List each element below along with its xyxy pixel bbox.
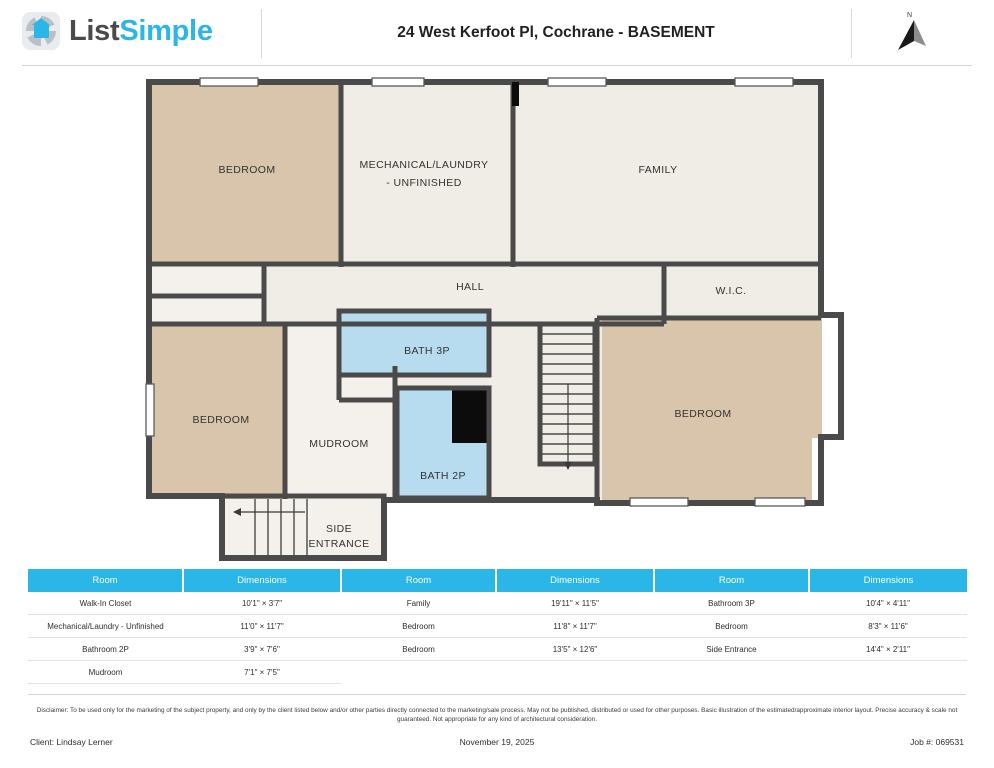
table-cell: 7'1" × 7'5" <box>183 661 341 684</box>
table-cell <box>809 661 967 684</box>
table-header-dimensions-1: Dimensions <box>183 569 341 592</box>
table-cell: 8'3" × 11'6" <box>809 615 967 638</box>
room-label-mechanical-line1: MECHANICAL/LAUNDRY <box>359 159 489 171</box>
table-cell: Walk-In Closet <box>28 592 183 615</box>
room-label-wic: W.I.C. <box>715 285 747 297</box>
footer-row <box>30 737 964 747</box>
room-label-bath3p: BATH 3P <box>404 345 450 357</box>
table-cell: 11'0" × 11'7" <box>183 615 341 638</box>
table-cell: Mudroom <box>28 661 183 684</box>
table-cell <box>341 661 496 684</box>
table-cell: Bedroom <box>341 615 496 638</box>
job-number: Job #: 069531 <box>910 737 964 747</box>
table-cell: 13'5" × 12'6" <box>496 638 654 661</box>
room-label-bath2p: BATH 2P <box>420 470 466 482</box>
table-cell: Family <box>341 592 496 615</box>
plan-date: November 19, 2025 <box>459 737 535 747</box>
table-cell: 10'4" × 4'11" <box>809 592 967 615</box>
disclaimer-text: Disclaimer: To be used only for the marketing of the subject property, and only by the client listed below and/or other parties directly connected to the marketing/sale process. May not be published, distributed or used for other purposes. Basic illustration of the estimated/approximate interior layout. Precise accuracy & scale not guaranteed. Not appropriate for any kind of architectural consideration. <box>36 707 958 724</box>
room-label-side-entrance-line2: ENTRANCE <box>308 538 370 550</box>
table-header-row <box>28 569 967 592</box>
brand-logo <box>22 12 213 50</box>
header-divider-right <box>851 9 852 58</box>
table-row <box>28 615 967 638</box>
table-cell: Bedroom <box>654 615 809 638</box>
table-cell: Bedroom <box>341 638 496 661</box>
table-header-dimensions-3: Dimensions <box>809 569 967 592</box>
listsimple-logo-icon <box>22 12 60 50</box>
page-header <box>0 0 994 66</box>
table-header-room-2: Room <box>341 569 496 592</box>
table-row <box>28 638 967 661</box>
table-cell: Mechanical/Laundry - Unfinished <box>28 615 183 638</box>
table-cell <box>654 661 809 684</box>
table-cell: Bathroom 3P <box>654 592 809 615</box>
room-dimensions-table <box>28 569 966 684</box>
room-label-bedroom-2: BEDROOM <box>192 414 250 426</box>
client-name: Client: Lindsay Lerner <box>30 737 113 747</box>
table-cell: 19'11" × 11'5" <box>496 592 654 615</box>
room-label-hall: HALL <box>456 281 484 293</box>
table-cell: 11'8" × 11'7" <box>496 615 654 638</box>
footer-rule <box>28 694 966 695</box>
page-title: 24 West Kerfoot Pl, Cochrane - BASEMENT <box>397 24 715 41</box>
table-row <box>28 661 967 684</box>
table-cell: 14'4" × 2'11" <box>809 638 967 661</box>
table-row <box>28 592 967 615</box>
room-label-bedroom-3: BEDROOM <box>674 408 732 420</box>
room-label-mudroom: MUDROOM <box>309 438 369 450</box>
table-cell <box>496 661 654 684</box>
room-label-family: FAMILY <box>638 164 678 176</box>
table-header-room-3: Room <box>654 569 809 592</box>
table-cell: Bathroom 2P <box>28 638 183 661</box>
table-cell: 3'9" × 7'6" <box>183 638 341 661</box>
brand-text-list: List <box>69 14 120 47</box>
table-cell: 10'1" × 3'7" <box>183 592 341 615</box>
brand-wordmark <box>69 14 213 47</box>
compass-north-label: N <box>907 12 913 19</box>
table-cell: Side Entrance <box>654 638 809 661</box>
table-header-dimensions-2: Dimensions <box>496 569 654 592</box>
room-label-mechanical-line2: - UNFINISHED <box>386 177 462 189</box>
room-label-side-entrance-line1: SIDE <box>325 523 353 535</box>
brand-text-simple: Simple <box>119 14 213 47</box>
floorplan <box>0 66 994 566</box>
table-header-room-1: Room <box>28 569 183 592</box>
room-label-bedroom-1: BEDROOM <box>218 164 276 176</box>
compass-icon <box>876 10 936 58</box>
